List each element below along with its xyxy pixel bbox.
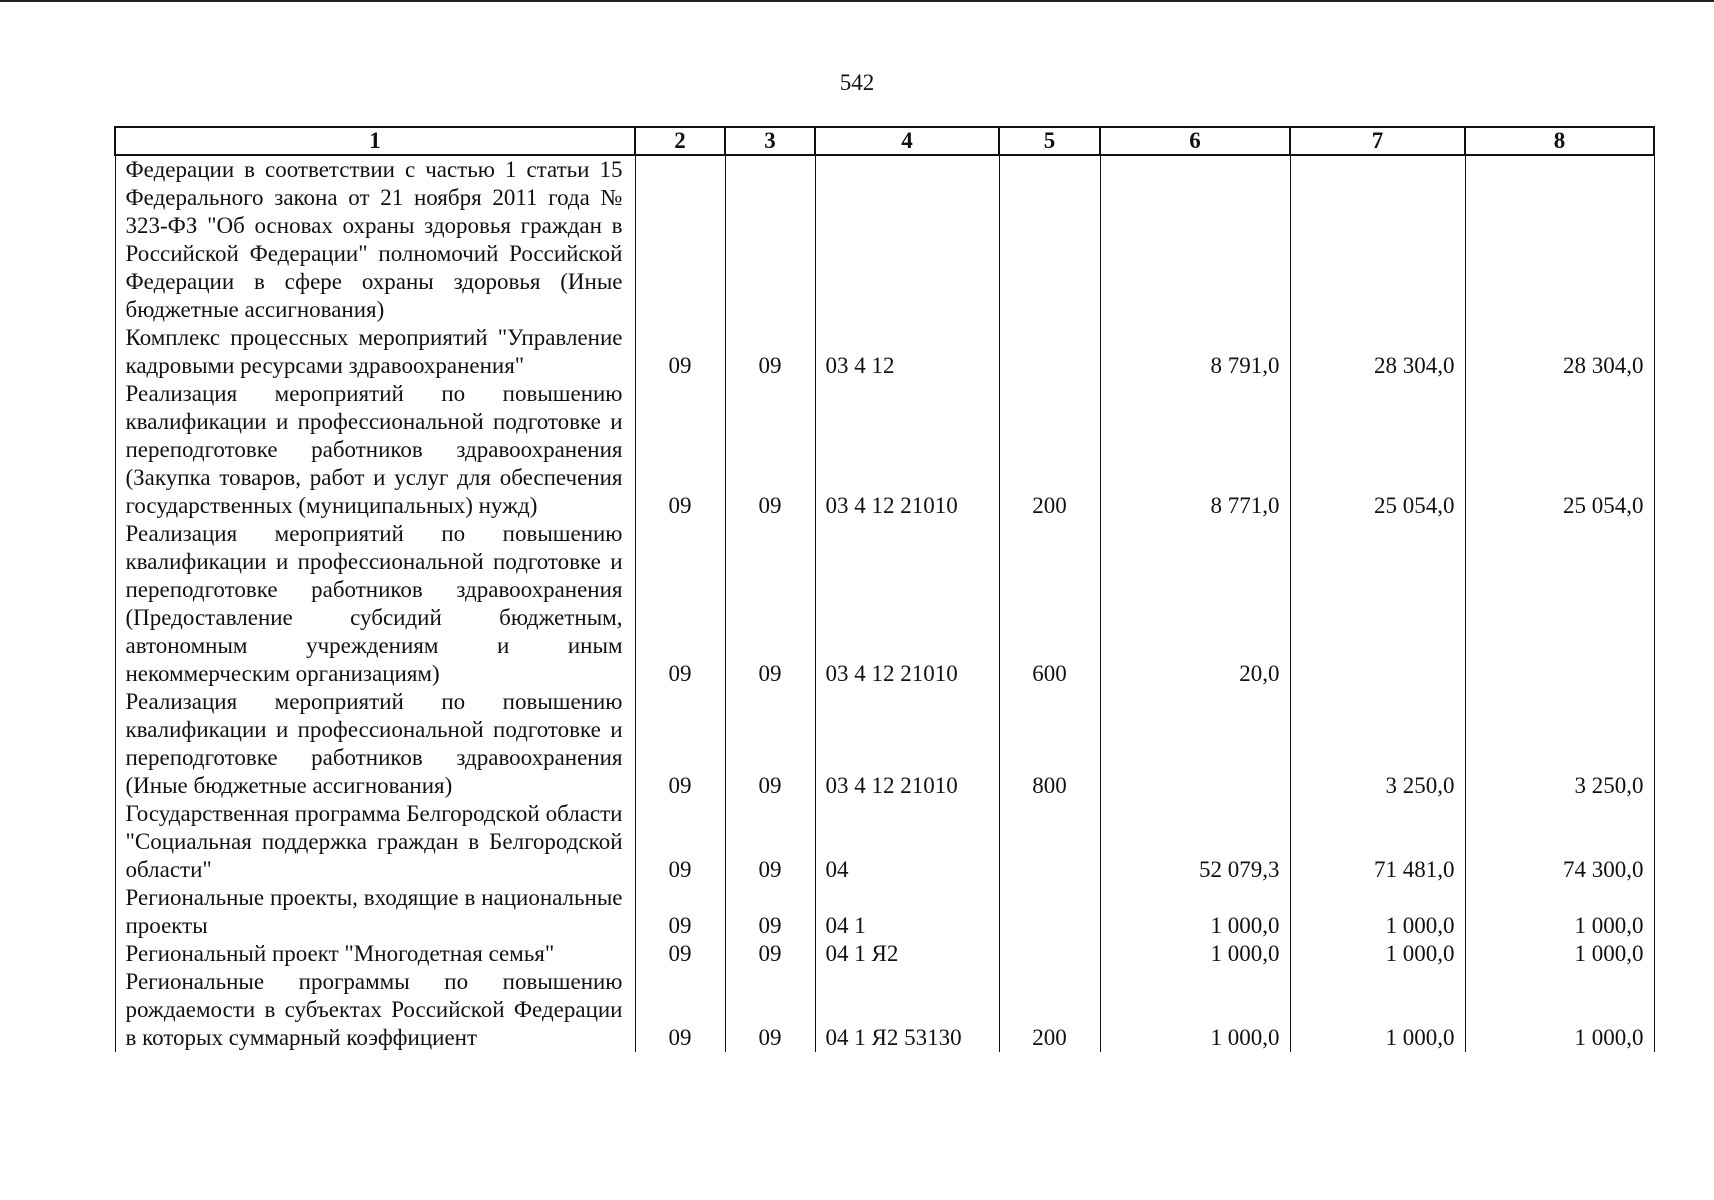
row-target-code: 03 4 12 21010 xyxy=(815,520,999,688)
row-target-code: 03 4 12 21010 xyxy=(815,688,999,800)
column-header: 2 xyxy=(635,127,725,155)
row-sum-3 xyxy=(1465,520,1654,688)
row-section: 09 xyxy=(635,940,725,968)
row-name: Региональный проект "Многодетная семья" xyxy=(115,940,635,968)
column-header: 3 xyxy=(725,127,815,155)
row-expense-type: 600 xyxy=(999,520,1100,688)
column-header: 8 xyxy=(1465,127,1654,155)
row-section: 09 xyxy=(635,884,725,940)
column-header: 4 xyxy=(815,127,999,155)
row-subsection: 09 xyxy=(725,324,815,380)
row-sum-1: 8 771,0 xyxy=(1100,380,1290,520)
row-section: 09 xyxy=(635,968,725,1052)
row-sum-2: 3 250,0 xyxy=(1290,688,1465,800)
table-row xyxy=(115,520,1654,688)
page-top-border xyxy=(0,0,1714,2)
row-sum-2: 1 000,0 xyxy=(1290,884,1465,940)
row-sum-3 xyxy=(1465,155,1654,324)
row-subsection xyxy=(725,155,815,324)
row-expense-type xyxy=(999,155,1100,324)
row-subsection: 09 xyxy=(725,688,815,800)
row-subsection: 09 xyxy=(725,800,815,884)
row-name: Региональные программы по повышению рождаемости в субъектах Российской Федерации в которых суммарный коэффициент xyxy=(115,968,635,1052)
row-sum-1: 52 079,3 xyxy=(1100,800,1290,884)
row-target-code xyxy=(815,155,999,324)
row-sum-2 xyxy=(1290,155,1465,324)
table-row xyxy=(115,884,1654,940)
row-sum-1: 1 000,0 xyxy=(1100,940,1290,968)
row-sum-1 xyxy=(1100,155,1290,324)
row-sum-2: 1 000,0 xyxy=(1290,940,1465,968)
row-sum-1: 8 791,0 xyxy=(1100,324,1290,380)
table-row xyxy=(115,968,1654,1052)
row-name: Региональные проекты, входящие в национальные проекты xyxy=(115,884,635,940)
row-section: 09 xyxy=(635,800,725,884)
row-expense-type: 200 xyxy=(999,968,1100,1052)
row-name: Государственная программа Белгородской области "Социальная поддержка граждан в Белгородской области" xyxy=(115,800,635,884)
column-header: 6 xyxy=(1100,127,1290,155)
table-row xyxy=(115,380,1654,520)
row-sum-2 xyxy=(1290,520,1465,688)
column-header: 5 xyxy=(999,127,1100,155)
row-section: 09 xyxy=(635,380,725,520)
row-name: Федерации в соответствии с частью 1 статьи 15 Федерального закона от 21 ноября 2011 года № 323-ФЗ "Об основах охраны здоровья граждан в Российской Федерации" полномочий Российской Федерации в сфере охраны здоровья (Иные бюджетные ассигнования) xyxy=(115,155,635,324)
row-sum-2: 71 481,0 xyxy=(1290,800,1465,884)
row-subsection: 09 xyxy=(725,940,815,968)
row-expense-type xyxy=(999,940,1100,968)
table-row xyxy=(115,324,1654,380)
row-sum-3: 1 000,0 xyxy=(1465,940,1654,968)
row-expense-type xyxy=(999,324,1100,380)
row-sum-1: 1 000,0 xyxy=(1100,884,1290,940)
row-expense-type xyxy=(999,884,1100,940)
row-name: Реализация мероприятий по повышению квалификации и профессиональной подготовке и переподготовке работников здравоохранения (Иные бюджетные ассигнования) xyxy=(115,688,635,800)
row-target-code: 03 4 12 21010 xyxy=(815,380,999,520)
budget-table xyxy=(114,126,1655,1052)
row-sum-3: 25 054,0 xyxy=(1465,380,1654,520)
row-expense-type xyxy=(999,800,1100,884)
row-name: Комплекс процессных мероприятий "Управление кадровыми ресурсами здравоохранения" xyxy=(115,324,635,380)
row-target-code: 04 xyxy=(815,800,999,884)
column-header: 1 xyxy=(115,127,635,155)
row-target-code: 04 1 xyxy=(815,884,999,940)
row-sum-3: 28 304,0 xyxy=(1465,324,1654,380)
row-sum-1: 20,0 xyxy=(1100,520,1290,688)
row-sum-2: 28 304,0 xyxy=(1290,324,1465,380)
row-target-code: 04 1 Я2 xyxy=(815,940,999,968)
row-sum-1 xyxy=(1100,688,1290,800)
row-sum-1: 1 000,0 xyxy=(1100,968,1290,1052)
row-expense-type: 800 xyxy=(999,688,1100,800)
row-subsection: 09 xyxy=(725,520,815,688)
row-subsection: 09 xyxy=(725,884,815,940)
row-sum-3: 3 250,0 xyxy=(1465,688,1654,800)
row-name: Реализация мероприятий по повышению квалификации и профессиональной подготовке и переподготовке работников здравоохранения (Закупка товаров, работ и услуг для обеспечения государственных (муниципальных) нужд) xyxy=(115,380,635,520)
row-section: 09 xyxy=(635,324,725,380)
row-subsection: 09 xyxy=(725,380,815,520)
row-expense-type: 200 xyxy=(999,380,1100,520)
table-row xyxy=(115,688,1654,800)
row-target-code: 03 4 12 xyxy=(815,324,999,380)
row-sum-3: 1 000,0 xyxy=(1465,968,1654,1052)
row-target-code: 04 1 Я2 53130 xyxy=(815,968,999,1052)
row-sum-3: 74 300,0 xyxy=(1465,800,1654,884)
table-row xyxy=(115,155,1654,324)
row-sum-2: 1 000,0 xyxy=(1290,968,1465,1052)
row-subsection: 09 xyxy=(725,968,815,1052)
row-sum-3: 1 000,0 xyxy=(1465,884,1654,940)
header-row xyxy=(115,127,1654,155)
row-name: Реализация мероприятий по повышению квалификации и профессиональной подготовке и переподготовке работников здравоохранения (Предоставление субсидий бюджетным, автономным учреждениям и иным некоммерческим организациям) xyxy=(115,520,635,688)
row-sum-2: 25 054,0 xyxy=(1290,380,1465,520)
table-row xyxy=(115,800,1654,884)
page-number: 542 xyxy=(839,70,875,95)
row-section: 09 xyxy=(635,688,725,800)
table-row xyxy=(115,940,1654,968)
column-header: 7 xyxy=(1290,127,1465,155)
row-section xyxy=(635,155,725,324)
row-section: 09 xyxy=(635,520,725,688)
